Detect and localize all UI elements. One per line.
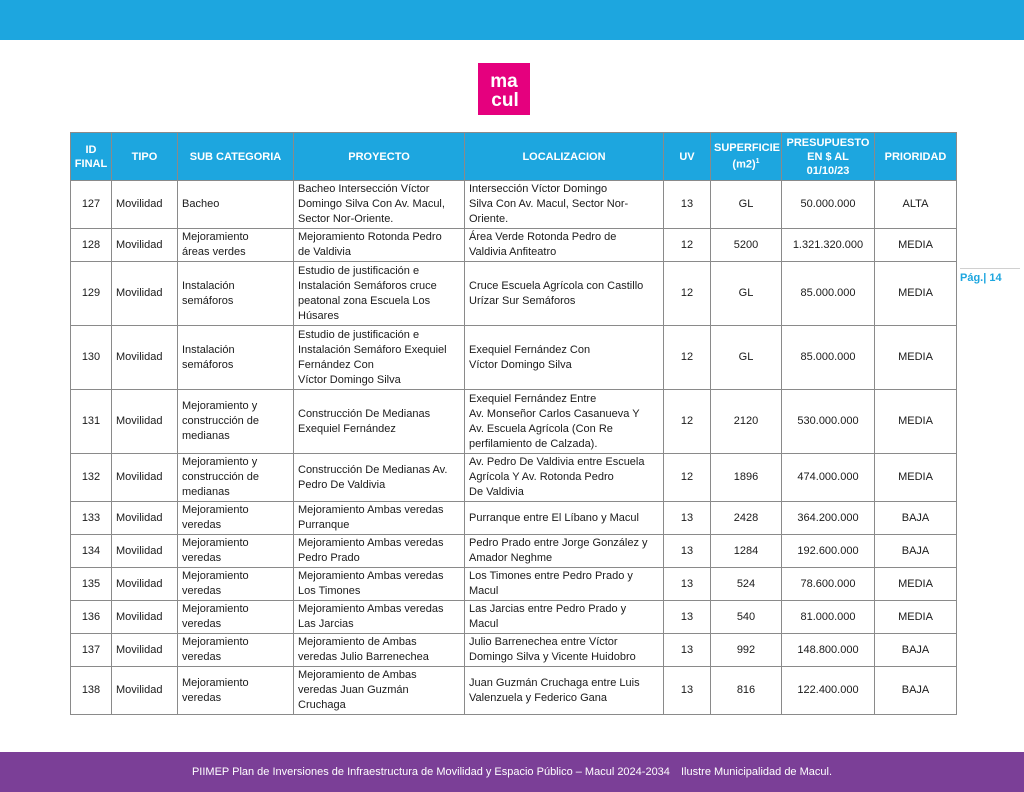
row-prioridad: MEDIA: [875, 568, 957, 601]
row-proyecto: Mejoramiento Ambas veredas Los Timones: [294, 568, 465, 601]
row-presupuesto: 78.600.000: [782, 568, 875, 601]
row-tipo: Movilidad: [112, 502, 178, 535]
table-row: [71, 390, 957, 454]
row-tipo: Movilidad: [112, 181, 178, 229]
table-body: [71, 181, 957, 715]
row-sub-categoria: Instalación semáforos: [178, 262, 294, 326]
row-sub-categoria: Mejoramiento veredas: [178, 568, 294, 601]
row-uv: 13: [664, 181, 711, 229]
row-prioridad: BAJA: [875, 535, 957, 568]
row-prioridad: MEDIA: [875, 326, 957, 390]
row-superficie: 2120: [711, 390, 782, 454]
row-id: 129: [71, 262, 112, 326]
row-id: 131: [71, 390, 112, 454]
table-header-row: [71, 133, 957, 181]
header-proyecto: PROYECTO: [294, 133, 465, 181]
row-id: 135: [71, 568, 112, 601]
table-row: [71, 535, 957, 568]
header-localizacion: LOCALIZACION: [465, 133, 664, 181]
header-tipo: TIPO: [112, 133, 178, 181]
table-row: [71, 568, 957, 601]
row-prioridad: MEDIA: [875, 229, 957, 262]
row-localizacion: Pedro Prado entre Jorge González y Amador Neghme: [465, 535, 664, 568]
footer-bar: [0, 752, 1024, 792]
row-uv: 13: [664, 568, 711, 601]
row-localizacion: Las Jarcias entre Pedro Prado y Macul: [465, 601, 664, 634]
row-proyecto: Mejoramiento de Ambas veredas Juan Guzmán Cruchaga: [294, 667, 465, 715]
row-presupuesto: 1.321.320.000: [782, 229, 875, 262]
table-row: [71, 454, 957, 502]
row-sub-categoria: Mejoramiento y construcción de medianas: [178, 390, 294, 454]
macul-logo: [478, 63, 530, 115]
row-presupuesto: 148.800.000: [782, 634, 875, 667]
row-tipo: Movilidad: [112, 390, 178, 454]
row-uv: 12: [664, 390, 711, 454]
row-id: 128: [71, 229, 112, 262]
row-prioridad: MEDIA: [875, 601, 957, 634]
row-sub-categoria: Mejoramiento áreas verdes: [178, 229, 294, 262]
row-sub-categoria: Mejoramiento veredas: [178, 601, 294, 634]
row-superficie: 540: [711, 601, 782, 634]
page-label: Pág.: [960, 272, 984, 284]
row-tipo: Movilidad: [112, 326, 178, 390]
row-presupuesto: 85.000.000: [782, 326, 875, 390]
row-sub-categoria: Mejoramiento y construcción de medianas: [178, 454, 294, 502]
row-tipo: Movilidad: [112, 634, 178, 667]
row-id: 138: [71, 667, 112, 715]
row-prioridad: BAJA: [875, 667, 957, 715]
row-tipo: Movilidad: [112, 454, 178, 502]
page-number: Pág.| 14: [960, 268, 1020, 284]
row-localizacion: Intersección Víctor Domingo Silva Con Av. Macul, Sector Nor- Oriente.: [465, 181, 664, 229]
row-id: 127: [71, 181, 112, 229]
row-uv: 13: [664, 535, 711, 568]
macul-logo-icon: [478, 63, 530, 115]
row-uv: 12: [664, 454, 711, 502]
row-superficie: 2428: [711, 502, 782, 535]
row-superficie: 1896: [711, 454, 782, 502]
row-presupuesto: 81.000.000: [782, 601, 875, 634]
logo-text-top: ma: [490, 71, 518, 92]
row-presupuesto: 474.000.000: [782, 454, 875, 502]
row-id: 137: [71, 634, 112, 667]
header-id: ID FINAL: [71, 133, 112, 181]
row-sub-categoria: Instalación semáforos: [178, 326, 294, 390]
row-id: 130: [71, 326, 112, 390]
row-uv: 12: [664, 326, 711, 390]
row-tipo: Movilidad: [112, 229, 178, 262]
row-superficie: GL: [711, 326, 782, 390]
row-id: 133: [71, 502, 112, 535]
table-row: [71, 326, 957, 390]
row-superficie: 1284: [711, 535, 782, 568]
row-prioridad: BAJA: [875, 502, 957, 535]
header-sub-categoria: SUB CATEGORIA: [178, 133, 294, 181]
table-row: [71, 667, 957, 715]
row-prioridad: ALTA: [875, 181, 957, 229]
row-proyecto: Construcción De Medianas Av. Pedro De Valdivia: [294, 454, 465, 502]
row-sub-categoria: Mejoramiento veredas: [178, 667, 294, 715]
row-superficie: GL: [711, 181, 782, 229]
investment-table: [70, 132, 957, 715]
row-prioridad: MEDIA: [875, 262, 957, 326]
row-sub-categoria: Mejoramiento veredas: [178, 634, 294, 667]
row-superficie: 5200: [711, 229, 782, 262]
footer-org: Ilustre Municipalidad de Macul.: [680, 766, 833, 778]
table-row: [71, 634, 957, 667]
row-uv: 13: [664, 601, 711, 634]
row-localizacion: Los Timones entre Pedro Prado y Macul: [465, 568, 664, 601]
table-row: [71, 229, 957, 262]
row-localizacion: Exequiel Fernández Entre Av. Monseñor Carlos Casanueva Y Av. Escuela Agrícola (Con Re perfilamiento de Calzada).: [465, 390, 664, 454]
row-sub-categoria: Bacheo: [178, 181, 294, 229]
row-tipo: Movilidad: [112, 568, 178, 601]
row-uv: 13: [664, 667, 711, 715]
row-proyecto: Mejoramiento Rotonda Pedro de Valdivia: [294, 229, 465, 262]
row-sub-categoria: Mejoramiento veredas: [178, 502, 294, 535]
row-localizacion: Área Verde Rotonda Pedro de Valdivia Anfiteatro: [465, 229, 664, 262]
row-presupuesto: 192.600.000: [782, 535, 875, 568]
table-row: [71, 181, 957, 229]
row-presupuesto: 530.000.000: [782, 390, 875, 454]
row-id: 132: [71, 454, 112, 502]
row-tipo: Movilidad: [112, 535, 178, 568]
table-row: [71, 601, 957, 634]
table-row: [71, 502, 957, 535]
row-localizacion: Purranque entre El Líbano y Macul: [465, 502, 664, 535]
row-localizacion: Juan Guzmán Cruchaga entre Luis Valenzuela y Federico Gana: [465, 667, 664, 715]
row-presupuesto: 122.400.000: [782, 667, 875, 715]
row-proyecto: Mejoramiento de Ambas veredas Julio Barrenechea: [294, 634, 465, 667]
row-presupuesto: 85.000.000: [782, 262, 875, 326]
row-proyecto: Mejoramiento Ambas veredas Pedro Prado: [294, 535, 465, 568]
row-superficie: 816: [711, 667, 782, 715]
row-prioridad: BAJA: [875, 634, 957, 667]
row-superficie: GL: [711, 262, 782, 326]
row-superficie: 992: [711, 634, 782, 667]
row-sub-categoria: Mejoramiento veredas: [178, 535, 294, 568]
row-presupuesto: 364.200.000: [782, 502, 875, 535]
row-localizacion: Av. Pedro De Valdivia entre Escuela Agrícola Y Av. Rotonda Pedro De Valdivia: [465, 454, 664, 502]
row-localizacion: Julio Barrenechea entre Víctor Domingo Silva y Vicente Huidobro: [465, 634, 664, 667]
row-prioridad: MEDIA: [875, 390, 957, 454]
top-header-bar: [0, 0, 1024, 40]
header-prioridad: PRIORIDAD: [875, 133, 957, 181]
row-superficie: 524: [711, 568, 782, 601]
row-proyecto: Estudio de justificación e Instalación Semáforo Exequiel Fernández Con Víctor Domingo Silva: [294, 326, 465, 390]
footer-text: PIIMEP Plan de Inversiones de Infraestructura de Movilidad y Espacio Público – Macul 2024-2034: [191, 766, 670, 778]
row-proyecto: Mejoramiento Ambas veredas Purranque: [294, 502, 465, 535]
row-tipo: Movilidad: [112, 667, 178, 715]
header-presupuesto: PRESUPUESTO EN $ AL 01/10/23: [782, 133, 875, 181]
page-number-value: 14: [989, 272, 1002, 284]
table-row: [71, 262, 957, 326]
row-proyecto: Estudio de justificación e Instalación Semáforos cruce peatonal zona Escuela Los Húsares: [294, 262, 465, 326]
row-uv: 12: [664, 229, 711, 262]
logo-text-bottom: cul: [491, 90, 519, 111]
row-presupuesto: 50.000.000: [782, 181, 875, 229]
row-tipo: Movilidad: [112, 601, 178, 634]
row-proyecto: Bacheo Intersección Víctor Domingo Silva Con Av. Macul, Sector Nor-Oriente.: [294, 181, 465, 229]
row-prioridad: MEDIA: [875, 454, 957, 502]
row-localizacion: Exequiel Fernández Con Víctor Domingo Silva: [465, 326, 664, 390]
header-superficie-footnote: 1: [755, 158, 760, 166]
row-proyecto: Mejoramiento Ambas veredas Las Jarcias: [294, 601, 465, 634]
row-tipo: Movilidad: [112, 262, 178, 326]
row-uv: 13: [664, 634, 711, 667]
row-uv: 13: [664, 502, 711, 535]
row-localizacion: Cruce Escuela Agrícola con Castillo Urízar Sur Semáforos: [465, 262, 664, 326]
header-superficie: [711, 133, 782, 181]
row-id: 134: [71, 535, 112, 568]
row-id: 136: [71, 601, 112, 634]
row-uv: 12: [664, 262, 711, 326]
header-uv: UV: [664, 133, 711, 181]
header-superficie-label: SUPERFICIE (m2): [714, 142, 781, 171]
row-proyecto: Construcción De Medianas Exequiel Fernández: [294, 390, 465, 454]
